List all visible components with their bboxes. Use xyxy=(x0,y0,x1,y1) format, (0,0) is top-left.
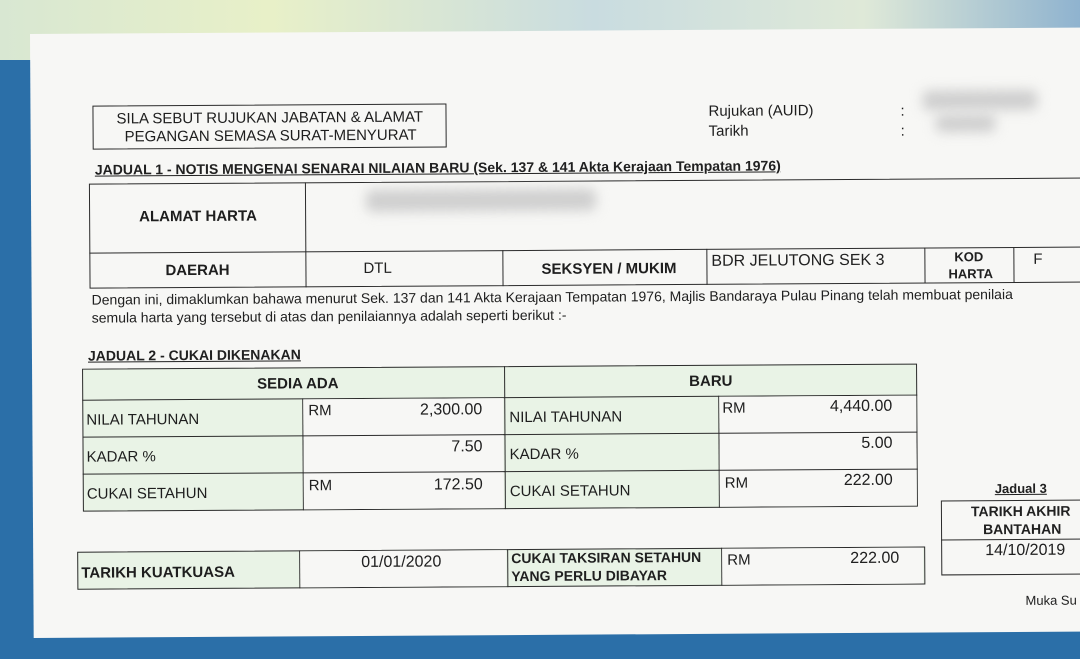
jadual-1-title: JADUAL 1 - NOTIS MENGENAI SENARAI NILAIAN BARU (Sek. 137 & 141 Akta Kerajaan Tempatan 1976) xyxy=(94,157,781,178)
old-cukai-value: 172.50 xyxy=(433,476,483,494)
baru-header: BARU xyxy=(689,372,733,390)
new-cukai-value: 222.00 xyxy=(843,471,893,490)
old-nilai-currency: RM xyxy=(308,402,332,420)
instruction-line-1: SILA SEBUT RUJUKAN JABATAN & ALAMAT xyxy=(116,108,424,128)
seksyen-mukim-label: SEKSYEN / MUKIM xyxy=(541,260,677,278)
notice-line-2: semula harta yang tersebut di atas dan penilaiannya adalah seperti berikut :- xyxy=(91,306,567,326)
sedia-ada-header: SEDIA ADA xyxy=(257,375,339,393)
daerah-label: DAERAH xyxy=(165,261,230,280)
redacted-reference xyxy=(922,90,1037,111)
new-kadar-value: 5.00 xyxy=(861,434,893,452)
redacted-address xyxy=(366,189,596,212)
new-cukai-label: CUKAI SETAHUN xyxy=(509,482,631,501)
tarikh-kuatkuasa-value: 01/01/2020 xyxy=(361,553,442,571)
kod-harta-value: F xyxy=(1033,250,1043,268)
old-cukai-currency: RM xyxy=(308,477,333,495)
bantahan-label: BANTAHAN xyxy=(982,520,1062,538)
page-number-label: Muka Su xyxy=(1025,592,1077,608)
old-nilai-value: 2,300.00 xyxy=(419,401,483,419)
new-nilai-label: NILAI TAHUNAN xyxy=(509,408,623,427)
date-label: Tarikh xyxy=(708,122,749,140)
new-kadar-label: KADAR % xyxy=(509,445,579,464)
tax-notice-document xyxy=(30,27,1080,638)
cukai-taksiran-label-1: CUKAI TAKSIRAN SETAHUN xyxy=(511,548,702,567)
old-kadar-label: KADAR % xyxy=(86,448,156,466)
new-cukai-currency: RM xyxy=(724,474,749,492)
new-nilai-value: 4,440.00 xyxy=(829,397,893,416)
tarikh-kuatkuasa-label: TARIKH KUATKUASA xyxy=(81,563,235,582)
tarikh-akhir-label: TARIKH AKHIR xyxy=(970,502,1071,520)
new-nilai-currency: RM xyxy=(722,399,746,417)
seksyen-mukim-value: BDR JELUTONG SEK 3 xyxy=(711,251,885,270)
reference-colon: : xyxy=(900,102,905,120)
date-colon: : xyxy=(900,122,905,140)
daerah-value: DTL xyxy=(363,259,392,277)
alamat-harta-label: ALAMAT HARTA xyxy=(139,207,257,226)
instruction-line-2: PEGANGAN SEMASA SURAT-MENYURAT xyxy=(124,126,417,146)
old-kadar-value: 7.50 xyxy=(451,438,483,456)
reference-label: Rujukan (AUID) xyxy=(708,102,814,120)
taksiran-value: 222.00 xyxy=(850,549,900,567)
taksiran-currency: RM xyxy=(727,551,751,569)
kod-harta-label-1: KOD xyxy=(954,249,984,265)
cukai-taksiran-label-2: YANG PERLU DIBAYAR xyxy=(511,567,667,585)
notice-line-1: Dengan ini, dimaklumkan bahawa menurut Sek. 137 dan 141 Akta Kerajaan Tempatan 1976, Majlis Bandaraya Pulau Pinang telah membuat penilaia xyxy=(91,286,1013,308)
jadual-2-title: JADUAL 2 - CUKAI DIKENAKAN xyxy=(87,346,301,364)
old-nilai-label: NILAI TAHUNAN xyxy=(86,410,200,429)
jadual-3-title: Jadual 3 xyxy=(994,480,1047,497)
objection-deadline-value: 14/10/2019 xyxy=(985,541,1066,560)
kod-harta-label-2: HARTA xyxy=(948,266,994,282)
redacted-date xyxy=(936,114,996,132)
old-cukai-label: CUKAI SETAHUN xyxy=(86,484,208,503)
